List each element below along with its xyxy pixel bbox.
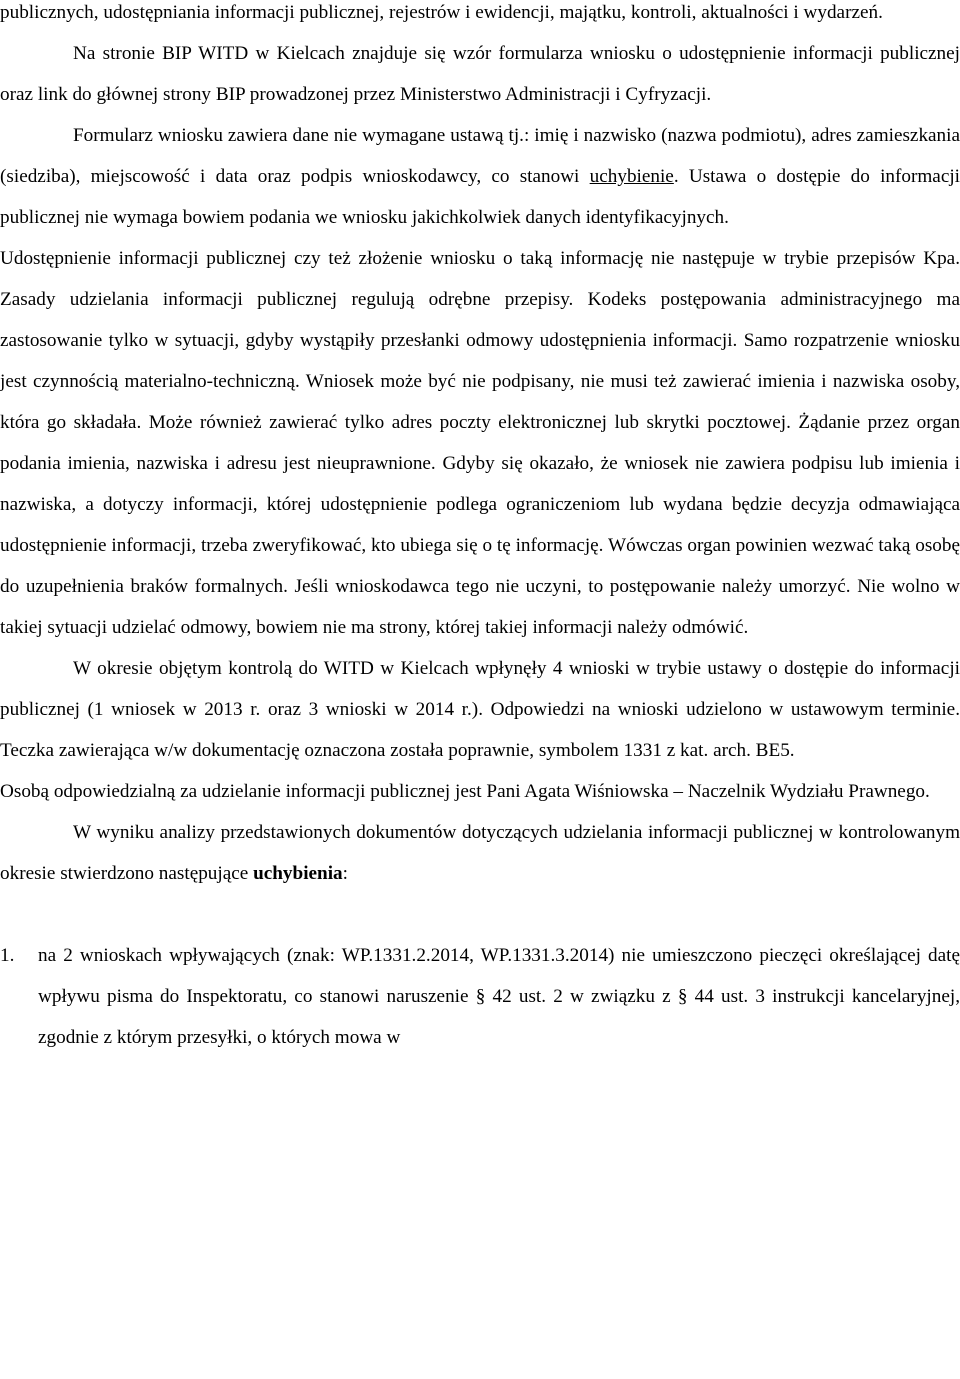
list-item-text: na 2 wnioskach wpływających (znak: WP.1331.2.2014, WP.1331.3.2014) nie umieszczono pieczęci określającej datę wpływu pisma do Inspektoratu, co stanowi naruszenie § 42 ust. 2 w związku z § 44 ust. 3 instrukcji kancelaryjnej, zgodnie z którym przesyłki, o których mowa w: [38, 945, 960, 1048]
paragraph-kpa-rules: Udostępnienie informacji publicznej czy też złożenie wniosku o taką informację nie następuje w trybie przepisów Kpa. Zasady udzielania informacji publicznej regulują odrębne przepisy. Kodeks postępowania administracyjnego ma zastosowanie tylko w sytuacji, gdyby wystąpiły przesłanki odmowy udostępnienia informacji. Samo rozpatrzenie wniosku jest czynnością materialno-techniczną. Wniosek może być nie podpisany, nie musi też zawierać imienia i nazwiska osoby, która go składała. Może również zawierać tylko adres poczty elektronicznej lub skrytki pocztowej. Żądanie przez organ podania imienia, nazwiska i adresu jest nieuprawnione. Gdyby się okazało, że wniosek nie zawiera podpisu lub imienia i nazwiska, a dotyczy informacji, której udostępnienie podlega ograniczeniom lub wydana będzie decyzja odmawiająca udostępnienie informacji, trzeba zweryfikować, kto ubiega się o tę informację. Wówczas organ powinien wezwać taką osobę do uzupełnienia braków formalnych. Jeśli wnioskodawca tego nie uczyni, to postępowanie należy umorzyć. Nie wolno w takiej sytuacji udzielać odmowy, bowiem nie ma strony, której takiej informacji należy odmówić.: [0, 248, 960, 638]
list-item: [0, 935, 960, 1058]
paragraph-bip-form: Na stronie BIP WITD w Kielcach znajduje się wzór formularza wniosku o udostępnienie informacji publicznej oraz link do głównej strony BIP prowadzonej przez Ministerstwo Administracji i Cyfryzacji.: [0, 43, 960, 105]
paragraph-intro-continuation: publicznych, udostępniania informacji publicznej, rejestrów i ewidencji, majątku, kontroli, aktualności i wydarzeń.: [0, 2, 883, 23]
paragraph-form-data-text-end: . Ustawa o dostępie do informacji publicznej nie wymaga bowiem podania we wniosku jakichkolwiek danych identyfikacyjnych.: [0, 166, 960, 228]
paragraph-analysis-findings: [0, 812, 960, 894]
paragraph-form-data-text: Formularz wniosku zawiera dane nie wymagane ustawą tj.: imię i nazwisko (nazwa podmiotu), adres zamieszkania (siedziba), miejscowość i data oraz podpis wnioskodawcy, co stanowi: [0, 125, 960, 187]
paragraph-analysis-text: W wyniku analizy przedstawionych dokumentów dotyczących udzielania informacji publicznej w kontrolowanym okresie stwierdzono następujące: [0, 822, 960, 884]
paragraph-analysis-colon: :: [342, 863, 348, 884]
list-item-number: 1.: [0, 945, 15, 966]
bold-term-uchybienia: uchybienia: [253, 863, 343, 884]
paragraph-requests-count: W okresie objętym kontrolą do WITD w Kielcach wpłynęły 4 wnioski w trybie ustawy o dostępie do informacji publicznej (1 wniosek w 2013 r. oraz 3 wnioski w 2014 r.). Odpowiedzi na wnioski udzielono w ustawowym terminie. Teczka zawierająca w/w dokumentację oznaczona została poprawnie, symbolem 1331 z kat. arch. BE5.: [0, 658, 960, 761]
blank-line: [0, 894, 960, 935]
paragraph-responsible-person: Osobą odpowiedzialną za udzielanie informacji publicznej jest Pani Agata Wiśniowska – Naczelnik Wydziału Prawnego.: [0, 781, 930, 802]
underlined-term-uchybienie: uchybienie: [589, 166, 674, 187]
paragraph-form-data: [0, 115, 960, 238]
findings-list: [0, 935, 960, 1058]
